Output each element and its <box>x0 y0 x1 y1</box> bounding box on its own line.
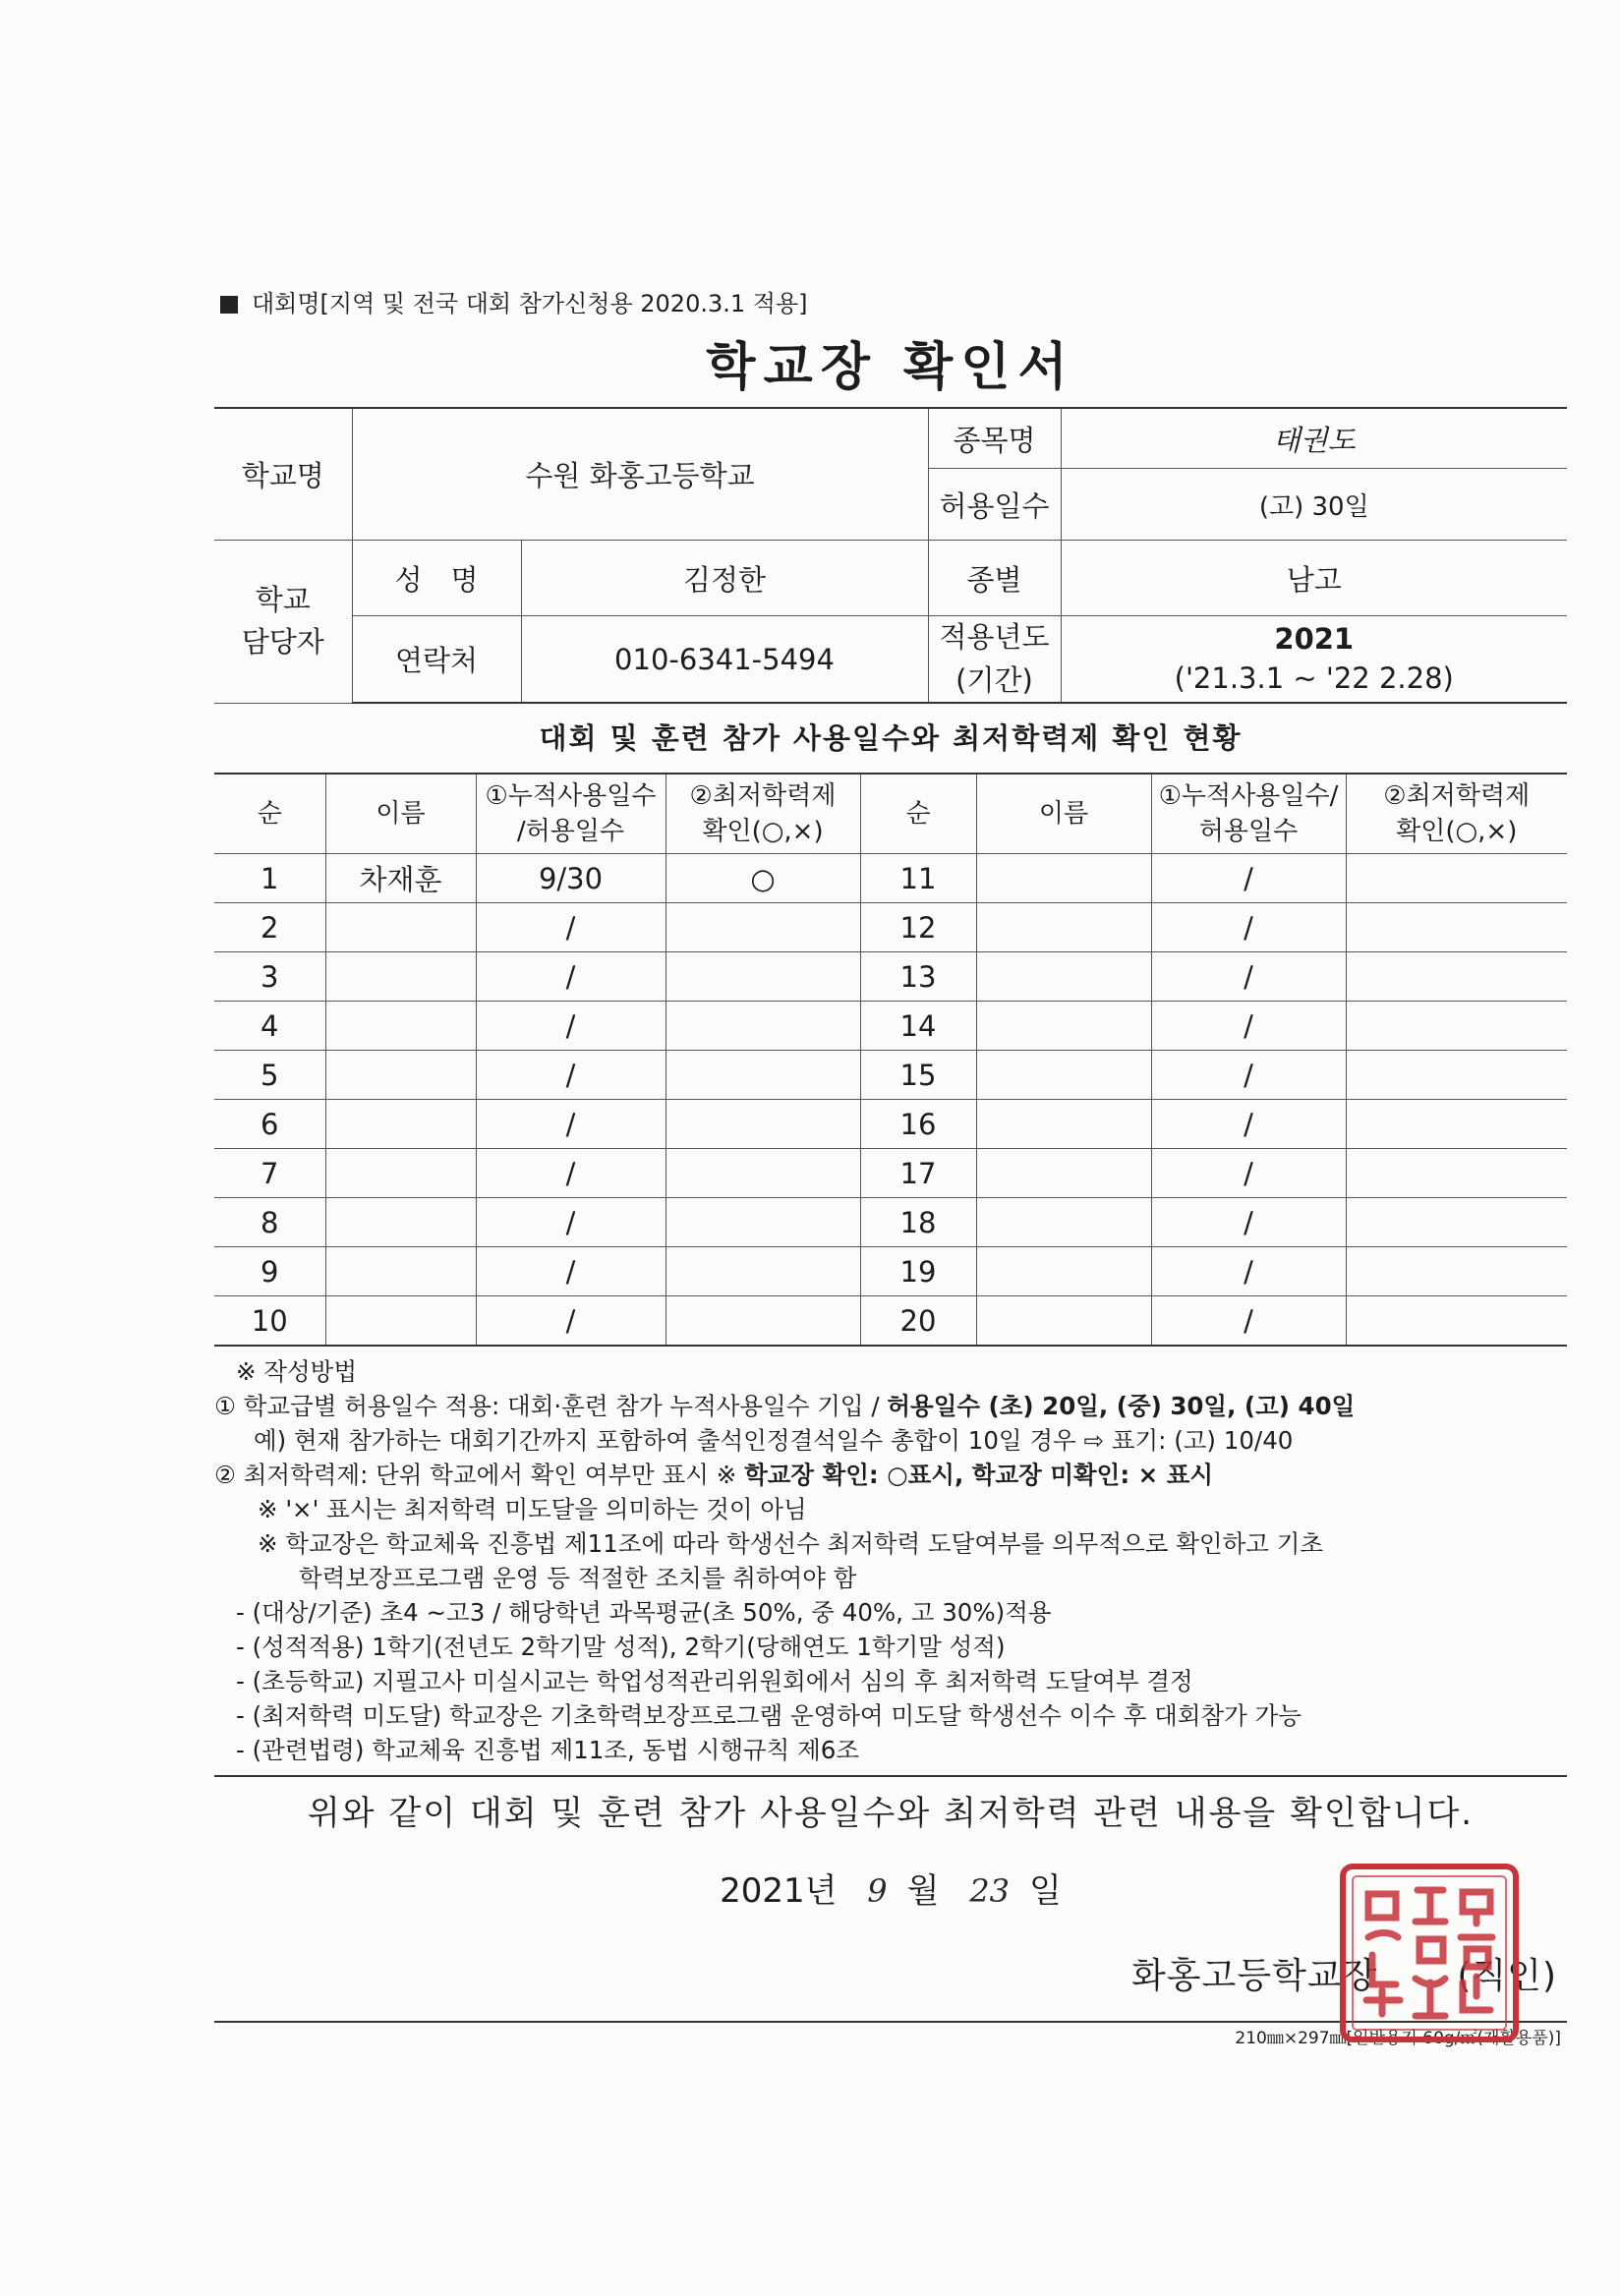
student-name <box>976 1247 1151 1296</box>
used-days: / <box>476 903 665 952</box>
min-grade-check <box>1346 1149 1567 1198</box>
row-no: 19 <box>860 1247 976 1296</box>
official-seal-icon <box>1337 1861 1522 2045</box>
student-name <box>325 1100 476 1149</box>
document-page <box>214 285 1567 2054</box>
student-name <box>325 952 476 1002</box>
guide-item-2-note: ※ '×' 표시는 최저학력 미도달을 의미하는 것이 아님 <box>258 1495 807 1523</box>
row-no: 10 <box>214 1296 325 1347</box>
status-table <box>214 773 1567 1347</box>
row-no: 14 <box>860 1002 976 1051</box>
col-no-left: 순 <box>214 774 325 854</box>
student-name: 차재훈 <box>325 854 476 903</box>
contact-value: 010-6341-5494 <box>521 616 928 704</box>
form-label: 대회명[지역 및 전국 대회 참가신청용 2020.3.1 적용] <box>220 285 1567 322</box>
used-days: / <box>476 1051 665 1100</box>
guide-detail-4: - (최저학력 미도달) 학교장은 기초학력보장프로그램 운영하여 미도달 학생선수 이수 후 대회참가 가능 <box>236 1701 1302 1730</box>
student-name <box>976 1149 1151 1198</box>
min-grade-check <box>665 1296 860 1347</box>
used-days: / <box>1151 1198 1346 1247</box>
student-name <box>976 1002 1151 1051</box>
name-label: 성 명 <box>352 541 521 616</box>
min-grade-check <box>1346 1247 1567 1296</box>
student-name <box>976 1198 1151 1247</box>
used-days: / <box>476 1002 665 1051</box>
min-grade-check <box>1346 1296 1567 1347</box>
min-grade-check <box>1346 903 1567 952</box>
year-label: 적용년도 (기간) <box>928 616 1061 704</box>
row-no: 5 <box>214 1051 325 1100</box>
student-name <box>976 1296 1151 1347</box>
guide-item-2: ② 최저학력제: 단위 학교에서 확인 여부만 표시 ※ 학교장 확인: ○표시, 학교장 미확인: × 표시 <box>214 1461 1214 1489</box>
guide-item-3: ※ 학교장은 학교체육 진흥법 제11조에 따라 학생선수 최저학력 도달여부를 의무적으로 확인하고 기초 <box>258 1529 1324 1558</box>
row-no: 13 <box>860 952 976 1002</box>
contact-label: 연락처 <box>352 616 521 704</box>
confirm-statement: 위와 같이 대회 및 훈련 참가 사용일수와 최저학력 관련 내용을 확인합니다. <box>307 1794 1475 1833</box>
row-no: 12 <box>860 903 976 952</box>
row-no: 2 <box>214 903 325 952</box>
student-name <box>976 952 1151 1002</box>
row-no: 15 <box>860 1051 976 1100</box>
used-days: / <box>476 1149 665 1198</box>
used-days: / <box>1151 1296 1346 1347</box>
status-row <box>214 1149 1567 1198</box>
min-grade-check <box>665 1051 860 1100</box>
used-days: / <box>476 1247 665 1296</box>
row-no: 16 <box>860 1100 976 1149</box>
student-name <box>976 1100 1151 1149</box>
school-name-value: 수원 화홍고등학교 <box>352 408 928 541</box>
min-grade-check <box>665 1149 860 1198</box>
status-row <box>214 952 1567 1002</box>
used-days: / <box>476 1296 665 1347</box>
row-no: 1 <box>214 854 325 903</box>
used-days: / <box>1151 1051 1346 1100</box>
col-check-left: ②최저학력제 확인(○,×) <box>665 774 860 854</box>
date-line: 2021년 9 월 23 일 <box>720 1871 1062 1911</box>
used-days: 9/30 <box>476 854 665 903</box>
guide-detail-3: - (초등학교) 지필고사 미실시교는 학업성적관리위원회에서 심의 후 최저학력 도달여부 결정 <box>236 1667 1193 1695</box>
student-name <box>325 1296 476 1347</box>
status-title: 대회 및 훈련 참가 사용일수와 최저학력제 확인 현황 <box>539 721 1243 755</box>
min-grade-check <box>665 1100 860 1149</box>
guide-item-1: ① 학교급별 허용일수 적용: 대회·훈련 참가 누적사용일수 기입 / 허용일수 (초) 20일, (중) 30일, (고) 40일 <box>214 1392 1356 1420</box>
row-no: 11 <box>860 854 976 903</box>
name-value: 김정한 <box>521 541 928 616</box>
min-grade-check <box>1346 1100 1567 1149</box>
status-row <box>214 903 1567 952</box>
min-grade-check <box>665 1002 860 1051</box>
gender-value: 남고 <box>1061 541 1567 616</box>
min-grade-check <box>1346 1051 1567 1100</box>
guide-detail-1: - (대상/기준) 초4 ~고3 / 해당학년 과목평균(초 50%, 중 40%, 고 30%)적용 <box>236 1598 1052 1627</box>
min-grade-check <box>665 1247 860 1296</box>
guide-detail-5: - (관련법령) 학교체육 진흥법 제11조, 동법 시행규칙 제6조 <box>236 1736 860 1764</box>
used-days: / <box>1151 1100 1346 1149</box>
square-bullet-icon <box>220 296 238 314</box>
status-row <box>214 854 1567 903</box>
min-grade-check <box>1346 1198 1567 1247</box>
student-name <box>325 1051 476 1100</box>
min-grade-check <box>665 952 860 1002</box>
col-name-right: 이름 <box>976 774 1151 854</box>
student-name <box>976 854 1151 903</box>
guide-heading: ※ 작성방법 <box>236 1357 357 1386</box>
row-no: 18 <box>860 1198 976 1247</box>
col-check-right: ②최저학력제 확인(○,×) <box>1346 774 1567 854</box>
sport-value: 태권도 <box>1061 408 1567 469</box>
student-name <box>325 1198 476 1247</box>
col-days-left: ①누적사용일수 /허용일수 <box>476 774 665 854</box>
col-days-right: ①누적사용일수/ 허용일수 <box>1151 774 1346 854</box>
used-days: / <box>1151 1149 1346 1198</box>
min-grade-check <box>665 1198 860 1247</box>
col-name-left: 이름 <box>325 774 476 854</box>
school-name-label: 학교명 <box>214 408 352 541</box>
status-row <box>214 1002 1567 1051</box>
status-row <box>214 1051 1567 1100</box>
student-name <box>325 1149 476 1198</box>
row-no: 20 <box>860 1296 976 1347</box>
paper-spec: 210㎜×297㎜[일반용지 60g/㎡(재활용품)] <box>1235 2029 1561 2048</box>
guide-detail-2: - (성적적용) 1학기(전년도 2학기말 성적), 2학기(당해연도 1학기말 성적) <box>236 1633 1006 1661</box>
row-no: 4 <box>214 1002 325 1051</box>
col-no-right: 순 <box>860 774 976 854</box>
row-no: 6 <box>214 1100 325 1149</box>
manager-label: 학교 담당자 <box>214 541 352 704</box>
min-grade-check <box>1346 952 1567 1002</box>
status-row <box>214 1296 1567 1347</box>
min-grade-check <box>665 903 860 952</box>
min-grade-check <box>1346 1002 1567 1051</box>
used-days: / <box>476 1100 665 1149</box>
row-no: 7 <box>214 1149 325 1198</box>
school-info-table <box>214 407 1567 704</box>
status-header-row <box>214 774 1567 854</box>
seal-note: (직인) <box>1457 1956 1557 1996</box>
student-name <box>976 903 1151 952</box>
status-row <box>214 1247 1567 1296</box>
row-no: 9 <box>214 1247 325 1296</box>
status-row <box>214 1198 1567 1247</box>
student-name <box>976 1051 1151 1100</box>
used-days: / <box>1151 1002 1346 1051</box>
day-handwritten: 23 <box>969 1872 1011 1910</box>
student-name <box>325 1247 476 1296</box>
gender-label: 종별 <box>928 541 1061 616</box>
status-row <box>214 1100 1567 1149</box>
document-title: 학교장 확인서 <box>706 338 1075 397</box>
min-grade-check <box>1346 854 1567 903</box>
allowed-days-label: 허용일수 <box>928 469 1061 541</box>
row-no: 8 <box>214 1198 325 1247</box>
student-name <box>325 903 476 952</box>
month-handwritten: 9 <box>867 1872 888 1910</box>
used-days: / <box>1151 903 1346 952</box>
row-no: 3 <box>214 952 325 1002</box>
min-grade-check: ○ <box>665 854 860 903</box>
used-days: / <box>476 952 665 1002</box>
row-no: 17 <box>860 1149 976 1198</box>
used-days: / <box>476 1198 665 1247</box>
signer-name: 화홍고등학교장 <box>1131 1956 1378 1996</box>
used-days: / <box>1151 1247 1346 1296</box>
guide-item-1-example: 예) 현재 참가하는 대회기간까지 포함하여 출석인정결석일수 총합이 10일 경우 ⇨ 표기: (고) 10/40 <box>254 1426 1294 1455</box>
writing-guide <box>214 1354 1567 1767</box>
student-name <box>325 1002 476 1051</box>
year-value: 2021 ('21.3.1 ~ '22 2.28) <box>1061 616 1567 704</box>
used-days: / <box>1151 854 1346 903</box>
guide-item-3-cont: 학력보장프로그램 운영 등 적절한 조치를 취하여야 함 <box>299 1564 857 1592</box>
sport-label: 종목명 <box>928 408 1061 469</box>
used-days: / <box>1151 952 1346 1002</box>
allowed-days-value: (고) 30일 <box>1061 469 1567 541</box>
